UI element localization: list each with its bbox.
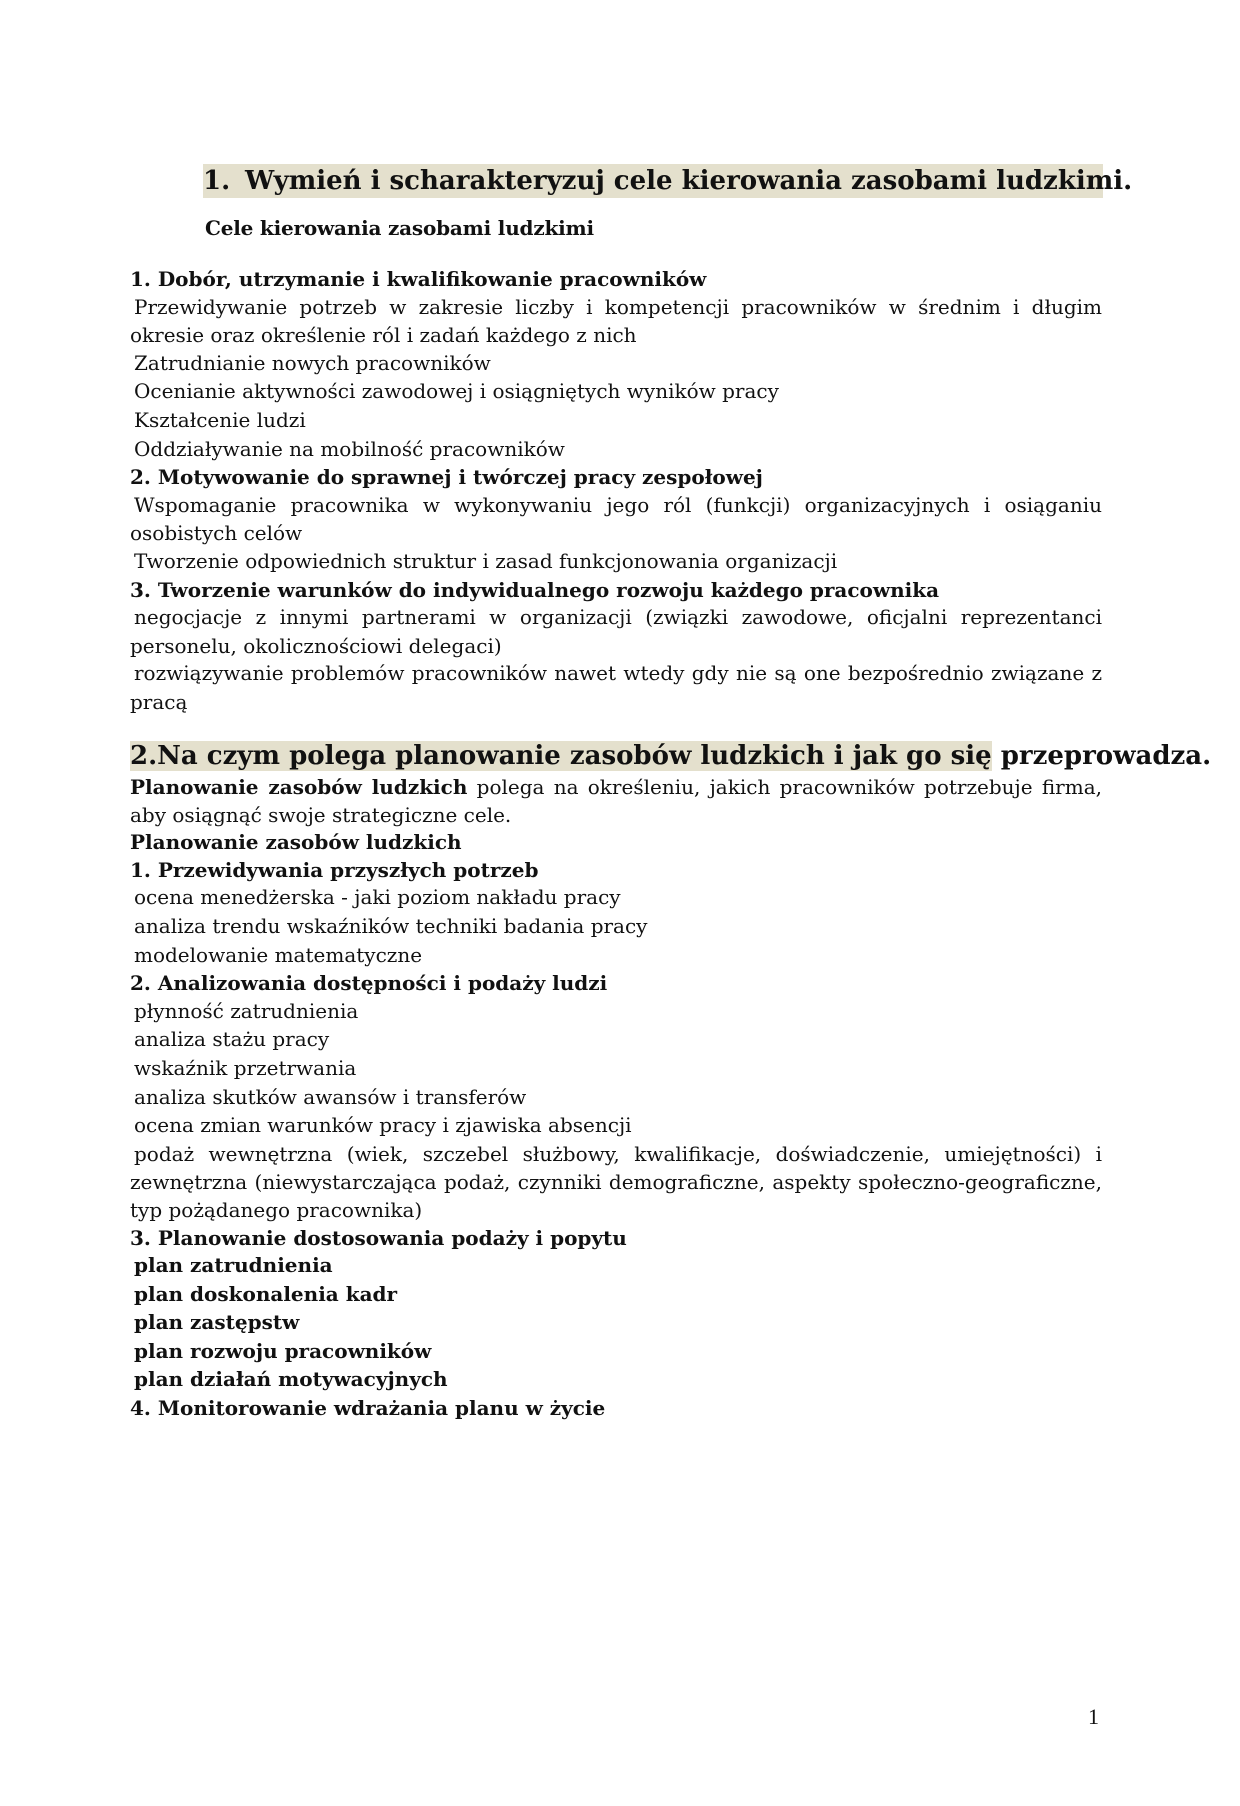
list-heading bbox=[130, 857, 1102, 885]
bullet-item bbox=[130, 1338, 1102, 1367]
line-text: płynność zatrudnienia bbox=[134, 998, 359, 1023]
line-text: 4. Monitorowanie wdrażania planu w życie bbox=[130, 1396, 606, 1421]
list-heading bbox=[130, 1395, 1102, 1423]
bullet-item bbox=[130, 1366, 1102, 1395]
bullet-item bbox=[130, 913, 1102, 942]
list-heading bbox=[130, 970, 1102, 998]
line-text: Zatrudnianie nowych pracowników bbox=[134, 350, 491, 375]
line-text: ocena zmian warunków pracy i zjawiska absencji bbox=[134, 1113, 632, 1138]
list-heading bbox=[130, 464, 1102, 492]
section2-intro bbox=[130, 774, 1102, 829]
bullet-item bbox=[130, 294, 1102, 350]
line-text: 2. Motywowanie do sprawnej i twórczej pracy zespołowej bbox=[130, 465, 763, 490]
line-text: 1. Przewidywania przyszłych potrzeb bbox=[130, 857, 539, 882]
line-text: modelowanie matematyczne bbox=[134, 942, 423, 967]
line-text: ocena menedżerska - jaki poziom nakładu pracy bbox=[134, 885, 621, 910]
list-heading bbox=[130, 829, 1102, 857]
line-text: plan doskonalenia kadr bbox=[134, 1281, 398, 1306]
bullet-item bbox=[130, 378, 1102, 407]
line-text: 2. Analizowania dostępności i podaży ludzi bbox=[130, 971, 608, 996]
section2-heading-highlighted: 2.Na czym polega planowanie zasobów ludzkich i jak go się bbox=[130, 741, 992, 771]
line-text: plan rozwoju pracowników bbox=[134, 1338, 432, 1363]
bullet-item bbox=[130, 604, 1102, 660]
page-number: 1 bbox=[1088, 1704, 1099, 1729]
section2-intro-bold: Planowanie zasobów ludzkich bbox=[130, 775, 468, 799]
line-text: Ocenianie aktywności zawodowej i osiągniętych wyników pracy bbox=[134, 379, 779, 404]
section2-heading-rest: przeprowadza. bbox=[991, 741, 1212, 771]
line-text: plan działań motywacyjnych bbox=[134, 1367, 448, 1392]
section2-intro-rest: polega na określeniu, jakich pracowników potrzebuje firma, aby osiągnąć swoje strategiczne cele. bbox=[130, 775, 1102, 827]
line-text: 3. Tworzenie warunków do indywidualnego rozwoju każdego pracownika bbox=[130, 577, 940, 602]
line-text: rozwiązywanie problemów pracowników nawet wtedy gdy nie są one bezpośrednio związane z pracą bbox=[130, 661, 1102, 714]
bullet-item bbox=[130, 350, 1102, 379]
bullet-item bbox=[130, 1026, 1102, 1055]
bullet-item bbox=[130, 660, 1102, 716]
section1-body bbox=[130, 266, 1102, 717]
list-heading bbox=[130, 266, 1102, 294]
section1-heading bbox=[203, 164, 1133, 198]
line-text: Przewidywanie potrzeb w zakresie liczby i kompetencji pracowników w średnim i długim okresie oraz określenie ról i zadań każdego z nich bbox=[130, 294, 1102, 348]
line-text: wskaźnik przetrwania bbox=[134, 1055, 357, 1080]
section1-heading-text: Wymień i scharakteryzuj cele kierowania zasobami ludzkimi. bbox=[245, 166, 1133, 196]
line-text: Wspomaganie pracownika w wykonywaniu jego ról (funkcji) organizacyjnych i osiąganiu osobistych celów bbox=[130, 492, 1102, 546]
line-text: plan zatrudnienia bbox=[134, 1253, 333, 1278]
line-text: Oddziaływanie na mobilność pracowników bbox=[134, 436, 565, 461]
line-text: Tworzenie odpowiednich struktur i zasad funkcjonowania organizacji bbox=[134, 548, 838, 573]
line-text: podaż wewnętrzna (wiek, szczebel służbowy, kwalifikacje, doświadczenie, umiejętności) i zewnętrzna (niewystarczająca podaż, czynniki demograficzne, aspekty społeczno-geograficzne, typ pożądanego pracownika) bbox=[130, 1141, 1102, 1222]
section1-heading-number: 1. bbox=[203, 166, 231, 196]
bullet-item bbox=[130, 1055, 1102, 1084]
bullet-item bbox=[130, 1112, 1102, 1141]
bullet-item bbox=[130, 998, 1102, 1027]
line-text: analiza trendu wskaźników techniki badania pracy bbox=[134, 913, 648, 938]
bullet-item bbox=[130, 1141, 1102, 1225]
line-text: negocjacje z innymi partnerami w organizacji (związki zawodowe, oficjalni reprezentanci personelu, okolicznościowi delegaci) bbox=[130, 605, 1102, 658]
list-heading bbox=[130, 1225, 1102, 1253]
bullet-item bbox=[130, 492, 1102, 548]
line-text: 3. Planowanie dostosowania podaży i popytu bbox=[130, 1225, 627, 1250]
bullet-item bbox=[130, 436, 1102, 465]
list-heading bbox=[130, 577, 1102, 605]
bullet-item bbox=[130, 942, 1102, 971]
bullet-item bbox=[130, 1252, 1102, 1281]
bullet-item bbox=[130, 1084, 1102, 1113]
section1-subtitle: Cele kierowania zasobami ludzkimi bbox=[205, 216, 594, 240]
bullet-item bbox=[130, 548, 1102, 577]
bullet-item bbox=[130, 884, 1102, 913]
section2-heading bbox=[130, 739, 1211, 773]
section2-body bbox=[130, 774, 1102, 1423]
line-text: analiza skutków awansów i transferów bbox=[134, 1084, 527, 1109]
line-text: plan zastępstw bbox=[134, 1310, 300, 1335]
section2-list bbox=[130, 829, 1102, 1422]
line-text: analiza stażu pracy bbox=[134, 1027, 330, 1052]
bullet-item bbox=[130, 1309, 1102, 1338]
bullet-item bbox=[130, 1281, 1102, 1310]
line-text: Kształcenie ludzi bbox=[134, 407, 306, 432]
line-text: 1. Dobór, utrzymanie i kwalifikowanie pracowników bbox=[130, 267, 707, 291]
line-text: Planowanie zasobów ludzkich bbox=[130, 830, 462, 855]
bullet-item bbox=[130, 407, 1102, 436]
